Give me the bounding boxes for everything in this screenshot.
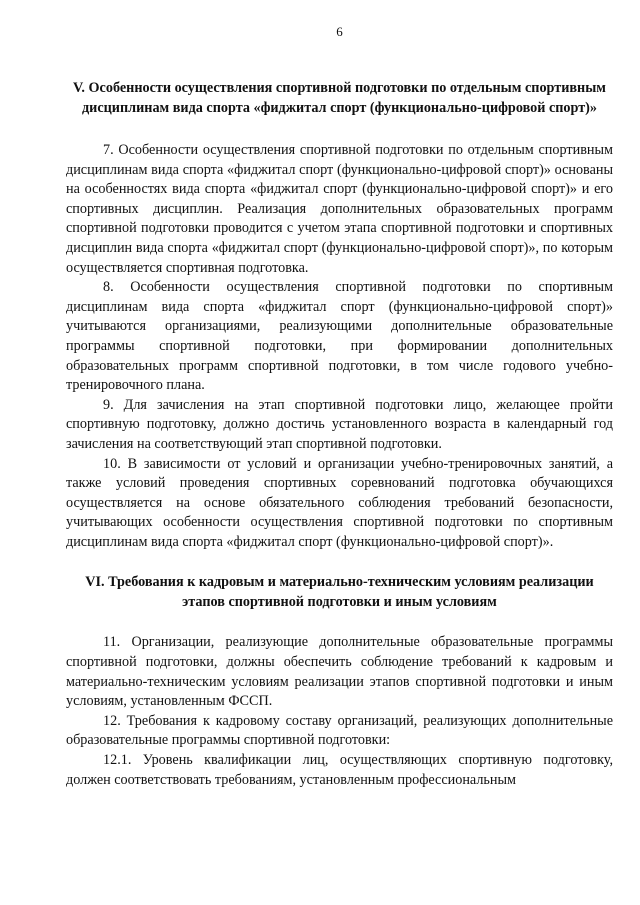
paragraph-7: 7. Особенности осуществления спортивной подготовки по отдельным спортивным дисциплинам вида спорта «фиджитал спорт (функционально-цифровой спорт)» основаны на особенностях вида спорта «фиджитал спорт (функционально-цифровой спорт)» и его спортивных дисциплин. Реализация дополнительных образовательных программ спортивной подготовки проводится с учетом этапа спортивной подготовки и спортивных дисциплин вида спорта «фиджитал спорт (функционально-цифровой спорт)», по которым осуществляется спортивная подготовка.	[66, 142, 613, 276]
paragraph-8: 8. Особенности осуществления спортивной подготовки по спортивным дисциплинам вида спорта «фиджитал спорт (функционально-цифровой спорт)» учитываются организациями, реализующими дополнительные образовательные программы спортивной подготовки, при формировании дополнительных образовательных программ спортивной подготовки, в том числе годового учебно-тренировочного плана.	[66, 279, 613, 394]
paragraph-12: 12. Требования к кадровому составу организаций, реализующих дополнительные образовательные программы спортивной подготовки:	[66, 712, 613, 749]
paragraph-9: 9. Для зачисления на этап спортивной подготовки лицо, желающее пройти спортивную подготовку, должно достичь установленного возраста в календарный год зачисления на соответствующий этап спортивной подготовки.	[66, 396, 613, 452]
page-number: 6	[336, 24, 343, 39]
paragraph-12-1: 12.1. Уровень квалификации лиц, осуществляющих спортивную подготовку, должен соответствовать требованиям, установленным профессиональным	[66, 752, 613, 788]
paragraph-10: 10. В зависимости от условий и организации учебно-тренировочных занятий, а также условий проведения спортивных соревнований подготовка обучающихся осуществляется на основе обязательного соблюдения требований безопасности, учитывающих особенности осуществления спортивной подготовки по спортивным дисциплинам вида спорта «фиджитал спорт (функционально-цифровой спорт)».	[66, 455, 613, 550]
section-5-heading: V. Особенности осуществления спортивной подготовки по отдельным спортивным дисциплинам вида спорта «фиджитал спорт (функционально-цифровой спорт)»	[73, 80, 606, 116]
section-6-heading: VI. Требования к кадровым и материально-техническим условиям реализации этапов спортивной подготовки и иным условиям	[85, 574, 594, 611]
paragraph-11: 11. Организации, реализующие дополнительные образовательные программы спортивной подготовки, должны обеспечить соблюдение требований к кадровым и материально-техническим условиям реализации этапов спортивной подготовки и иным условиям, установленным ФССП.	[66, 634, 613, 710]
document-page	[66, 24, 613, 790]
